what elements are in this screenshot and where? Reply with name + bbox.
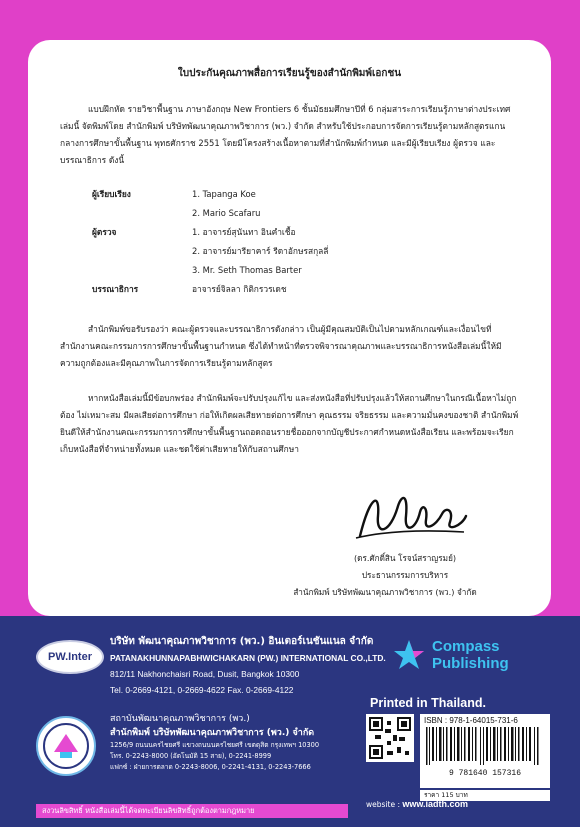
institute-address: 1256/9 ถนนนครไชยศรี แขวงถนนนครไชยศรี เขตดุสิต กรุงเทพฯ 10300 [110,741,320,749]
role-label: ผู้เรียบเรียง [92,189,131,199]
company-name-th: บริษัท พัฒนาคุณภาพวิชาการ (พว.) อินเตอร์เนชันแนล จำกัด [110,636,374,647]
quality-certificate [28,40,551,616]
contributor-name: 3. Mr. Seth Thomas Barter [192,265,302,275]
contributor-name: 2. อาจารย์มารียาคาร์ รีดาอักษรสกุลลี่ [192,246,329,256]
contributor-name: อาจารย์จิลลา กิติกรวรเดช [192,284,287,294]
role-label: ผู้ตรวจ [92,227,117,237]
certification-paragraph: สำนักพิมพ์ขอรับรองว่า คณะผู้ตรวจและบรรณาธิการดังกล่าว เป็นผู้มีคุณสมบัติเป็นไปตามหลักเกณฑ์และเงื่อนไขที่สำนักงานคณะกรรมการการศึกษาขั้นพื้นฐานกำหนด ซึ่งได้ทำหน้าที่ตรวจพิจารณาคุณภาพและบรรณาธิการหนังสือเล่มนี้ให้มีความถูกต้องและมีคุณภาพในการจัดการเรียนรู้ตามหลักสูตร [60,324,502,368]
signature-image [350,486,470,544]
certificate-title: ใบประกันคุณภาพสื่อการเรียนรู้ของสำนักพิมพ์เอกชน [177,68,402,79]
editor-row [92,280,519,299]
signer-name: (ดร.ศักดิ์สิน โรจน์สราญรมย์) [353,553,457,563]
barcode-number: 9 781640 157316 [448,769,521,778]
signer-org: สำนักพิมพ์ บริษัทพัฒนาคุณภาพวิชาการ (พว.) จำกัด [293,587,477,597]
contributors-list [92,185,519,299]
compass-word: Compass [432,638,500,655]
barcode-icon [424,727,546,765]
author-row [92,185,519,223]
isbn-text: ISBN : 978-1-64015-731-6 [424,716,518,725]
signer-title: ประธานกรรมการบริหาร [361,570,449,580]
reviewer-row [92,223,519,280]
institute-name: สถาบันพัฒนาคุณภาพวิชาการ (พว.) [110,714,250,724]
website-label: website : [366,800,400,809]
price-label: ราคา 115 บาท [420,790,550,801]
company-name-en: PATANAKHUNNAPABHWICHAKARN (PW.) INTERNATIONAL CO.,LTD. [110,653,386,663]
institute-info [110,712,319,773]
company-info [110,634,386,698]
institute-phone: โทร. 0-2243-8000 (อัตโนมัติ 15 สาย), 0-2241-8999 [110,752,272,760]
website [366,799,468,809]
company-phone: Tel. 0-2669-4121, 0-2669-4622 Fax. 0-2669-4122 [110,685,294,695]
role-label: บรรณาธิการ [92,284,139,294]
printed-in-thailand: Printed in Thailand. [370,696,486,710]
contributor-name: 1. อาจารย์สุนันทา อินคำเชื้อ [192,227,296,237]
institute-fax: แฟกซ์ : ฝ่ายการตลาด 0-2243-8006, 0-2241-4131, 0-2243-7666 [110,763,311,771]
copyright-notice: สงวนลิขสิทธิ์ หนังสือเล่มนี้ได้จดทะเบียนลิขสิทธิ์ถูกต้องตามกฎหมาย [36,804,348,818]
contributor-name: 2. Mario Scafaru [192,208,261,218]
compass-publishing-logo [392,638,509,672]
pw-inter-logo: PW.Inter [36,640,104,674]
website-url[interactable]: www.iadth.com [402,799,469,809]
qr-code-icon [366,714,414,762]
contributor-name: 1. Tapanga Koe [192,189,256,199]
publisher-name: สำนักพิมพ์ บริษัทพัฒนาคุณภาพวิชาการ (พว.) จำกัด [110,728,315,738]
signer-block [293,550,510,601]
publishing-word: Publishing [432,655,509,672]
institute-emblem-icon [36,716,96,776]
compass-star-icon [392,638,426,672]
company-address: 812/11 Nakhonchaisri Road, Dusit, Bangkok 10300 [110,669,300,679]
publisher-band [0,616,580,827]
warranty-paragraph: หากหนังสือเล่มนี้มีข้อบกพร่อง สำนักพิมพ์จะปรับปรุงแก้ไข และส่งหนังสือที่ปรับปรุงแล้วให้สถานศึกษาในกรณีเนื้อหาไม่ถูกต้อง ไม่เหมาะสม มีผลเสียต่อการศึกษา ก่อให้เกิดผลเสียหายต่อการศึกษา คุณธรรม จริยธรรม และความมั่นคงของชาติ สำนักพิมพ์ยินดีให้สำนักงานคณะกรรมการการศึกษาขั้นพื้นฐานถอดถอนรายชื่อออกจากบัญชีประกาศกำหนดหนังสือเรียน และพร้อมจะเรียกเก็บหนังสือที่จำหน่ายทั้งหมด และชดใช้ค่าเสียหายให้กับสถานศึกษา [60,393,519,454]
isbn-barcode [420,714,550,788]
intro-paragraph: แบบฝึกหัด รายวิชาพื้นฐาน ภาษาอังกฤษ New Frontiers 6 ชั้นมัธยมศึกษาปีที่ 6 กลุ่มสาระการเรียนรู้ภาษาต่างประเทศ เล่มนี้ จัดพิมพ์โดย สำนักพิมพ์ บริษัทพัฒนาคุณภาพวิชาการ (พว.) จำกัด สำหรับใช้ประกอบการจัดการเรียนรู้ตามหลักสูตรแกนกลางการศึกษาขั้นพื้นฐาน พุทธศักราช 2551 โดยมีโครงสร้างเนื้อหาตามที่สำนักพิมพ์กำหนด และมีผู้เรียบเรียง ผู้ตรวจ และบรรณาธิการ ดังนี้ [60,104,511,165]
